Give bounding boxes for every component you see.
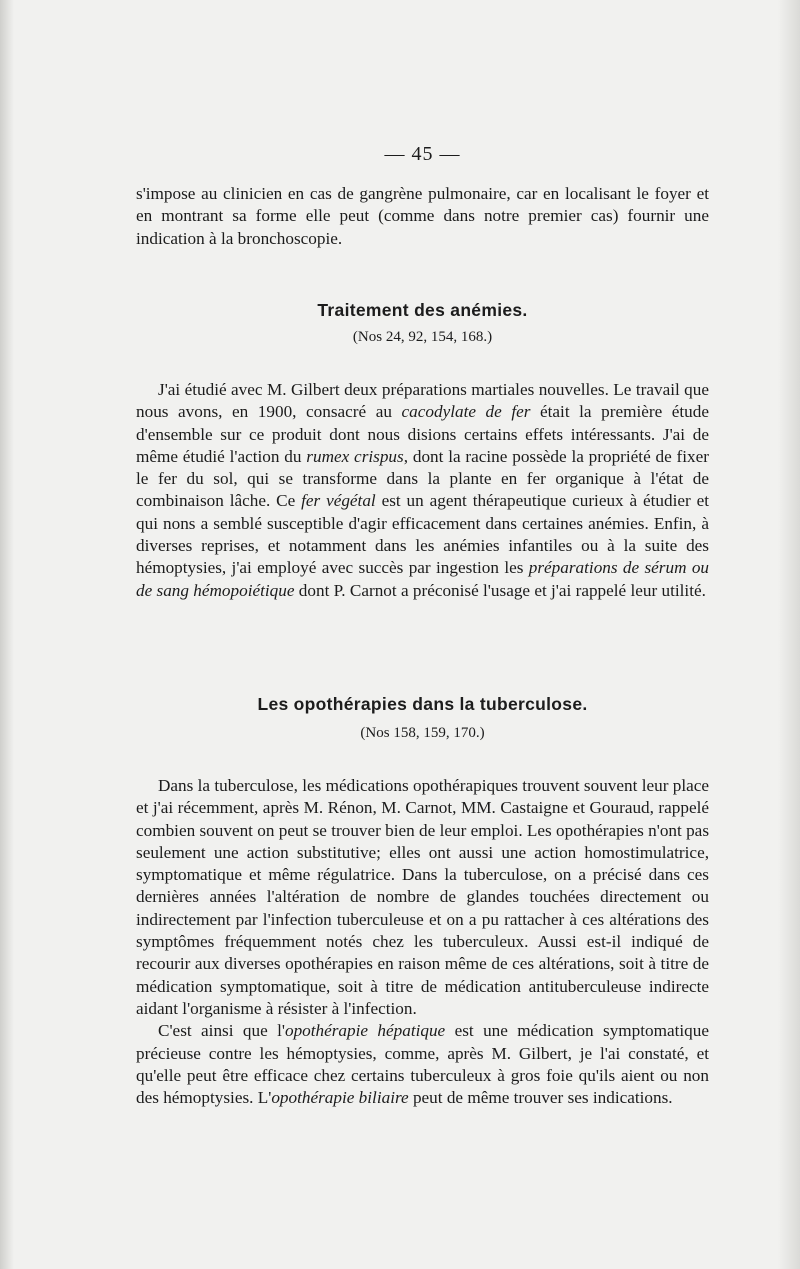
anemies-paragraph <box>136 379 709 602</box>
tuberculose-paragraphs <box>136 775 709 1109</box>
page-number: — 45 — <box>384 143 461 165</box>
italic-opotherapie-biliaire: opothérapie biliaire <box>271 1088 409 1108</box>
section-refs-tuberculose: (Nos 158, 159, 170.) <box>360 725 485 741</box>
text-run: J'ai étudié avec M. Gilbert deux préparations martiales nouvelles. Le travail que nous avons, en 1900, consacré au <box>136 380 709 422</box>
tuberculose-paragraph-1: Dans la tuberculose, les médications opothérapiques trouvent souvent leur place et j'ai récemment, après M. Rénon, M. Carnot, MM. Castaigne et Gouraud, rappelé combien souvent on peut se trouver bien de leur emploi. Les opothérapies n'ont pas seulement une action substitutive; elles ont aussi une action homostimulatrice, symptomatique et même régulatrice. Dans la tuberculose, on a précisé dans ces dernières années l'altération de nombre de glandes touchées directement ou indirectement par l'infection tuberculeuse et on a pu rattacher à ces altérations des symptômes fréquemment notés chez les tuberculeux. Aussi est-il indiqué de recourir aux diverses opothérapies en raison même de ces altérations, soit à titre de médication symptomatique, soit à titre de médication antituberculeuse indirecte aidant l'organisme à résister à l'infection. <box>136 776 710 1018</box>
text-run: était la première étude d'ensemble sur ce produit dont nous disions certains effets intéressants. J'ai de même étudié l'action du <box>136 402 709 466</box>
section-title-tuberculose: Les opothérapies dans la tuberculose. <box>257 694 588 714</box>
section-refs-anemies: (Nos 24, 92, 154, 168.) <box>352 329 493 345</box>
italic-fer-vegetal: fer végétal <box>301 491 376 511</box>
text-run: peut de même trouver ses indications. <box>408 1088 673 1108</box>
text-run: , dont la racine possède la propriété de fixer le fer du sol, qui se transforme dans la plante en fer organique à l'état de combinaison lâche. Ce <box>136 446 709 511</box>
italic-cacodylate-de-fer: cacodylate de fer <box>401 402 531 422</box>
intro-paragraph <box>136 183 709 250</box>
right-edge-shadow <box>778 0 800 1269</box>
tuberculose-paragraph-2 <box>136 1020 709 1109</box>
text-run: C'est ainsi que l' <box>158 1021 285 1041</box>
italic-opotherapie-hepatique: opothérapie hépatique <box>284 1021 446 1041</box>
text-run: est un agent thérapeutique curieux à étudier et qui nons a semblé susceptible d'agir efficacement dans certaines anémies. Enfin, à diverses reprises, et notamment dans les anémies infantiles ou à la suite des hémoptysies, j'ai employé avec succès par ingestion les <box>136 491 710 578</box>
anemies-paragraph-text <box>136 379 709 602</box>
italic-rumex-crispus: rumex crispus <box>306 446 404 466</box>
left-edge-shadow <box>0 0 14 1269</box>
italic-preparations-serum: préparations de sérum ou de sang hémopoiétique <box>136 558 710 600</box>
section-title-anemies: Traitement des anémies. <box>317 300 528 320</box>
intro-paragraph-text: s'impose au clinicien en cas de gangrène pulmonaire, car en localisant le foyer et en montrant sa forme elle peut (comme dans notre premier cas) fournir une indication à la bronchoscopie. <box>136 184 709 248</box>
text-run: dont P. Carnot a préconisé l'usage et j'ai rappelé leur utilité. <box>294 580 706 600</box>
text-run: est une médication symptomatique précieuse contre les hémoptysies, comme, après M. Gilbert, je l'ai constaté, et qu'elle peut être efficace chez certains tuberculeux à gros foie qu'ils aient ou non des hémoptysies. L' <box>136 1021 709 1108</box>
